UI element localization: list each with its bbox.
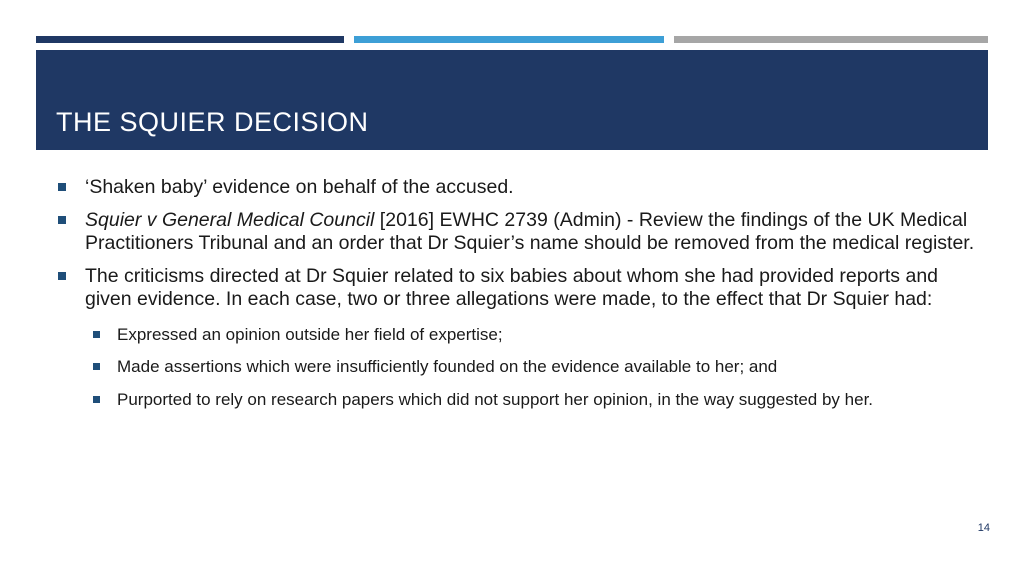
list-item xyxy=(52,176,982,199)
square-bullet-icon xyxy=(93,363,100,370)
case-citation-italic: Squier v General Medical Council xyxy=(85,209,375,231)
top-bar-blue xyxy=(354,36,664,43)
list-item xyxy=(85,357,982,377)
square-bullet-icon xyxy=(58,183,66,191)
slide-body xyxy=(52,176,982,422)
bullet-list-level2 xyxy=(85,325,982,410)
bullet-text: The criticisms directed at Dr Squier related to six babies about whom she had provided reports and given evidence. In each case, two or three allegations were made, to the effect that Dr Squier had: xyxy=(85,265,939,310)
square-bullet-icon xyxy=(93,331,100,338)
list-item xyxy=(85,390,982,410)
top-bar-gray xyxy=(674,36,988,43)
title-band xyxy=(36,50,988,150)
sub-bullet-text: Purported to rely on research papers which did not support her opinion, in the way suggested by her. xyxy=(117,389,874,409)
bullet-text: [2016] EWHC 2739 (Admin) - Review the findings of the UK Medical Practitioners Tribunal and an order that Dr Squier’s name should be removed from the medical register. xyxy=(85,209,975,254)
page-number: 14 xyxy=(977,522,990,534)
list-item xyxy=(85,325,982,345)
decorative-top-bars xyxy=(36,36,988,43)
bullet-text: ‘Shaken baby’ evidence on behalf of the accused. xyxy=(85,176,514,198)
list-item xyxy=(52,265,982,410)
sub-bullet-text: Made assertions which were insufficiently founded on the evidence available to her; and xyxy=(117,357,778,377)
sub-bullet-text: Expressed an opinion outside her field of expertise; xyxy=(117,325,503,344)
page-title: THE SQUIER DECISION xyxy=(56,107,369,137)
top-bar-gap-2 xyxy=(664,36,674,43)
bullet-list-level1 xyxy=(52,176,982,410)
square-bullet-icon xyxy=(58,272,66,280)
square-bullet-icon xyxy=(93,396,100,403)
list-item xyxy=(52,209,982,255)
top-bar-gap-1 xyxy=(344,36,354,43)
top-bar-navy xyxy=(36,36,344,43)
square-bullet-icon xyxy=(58,216,66,224)
